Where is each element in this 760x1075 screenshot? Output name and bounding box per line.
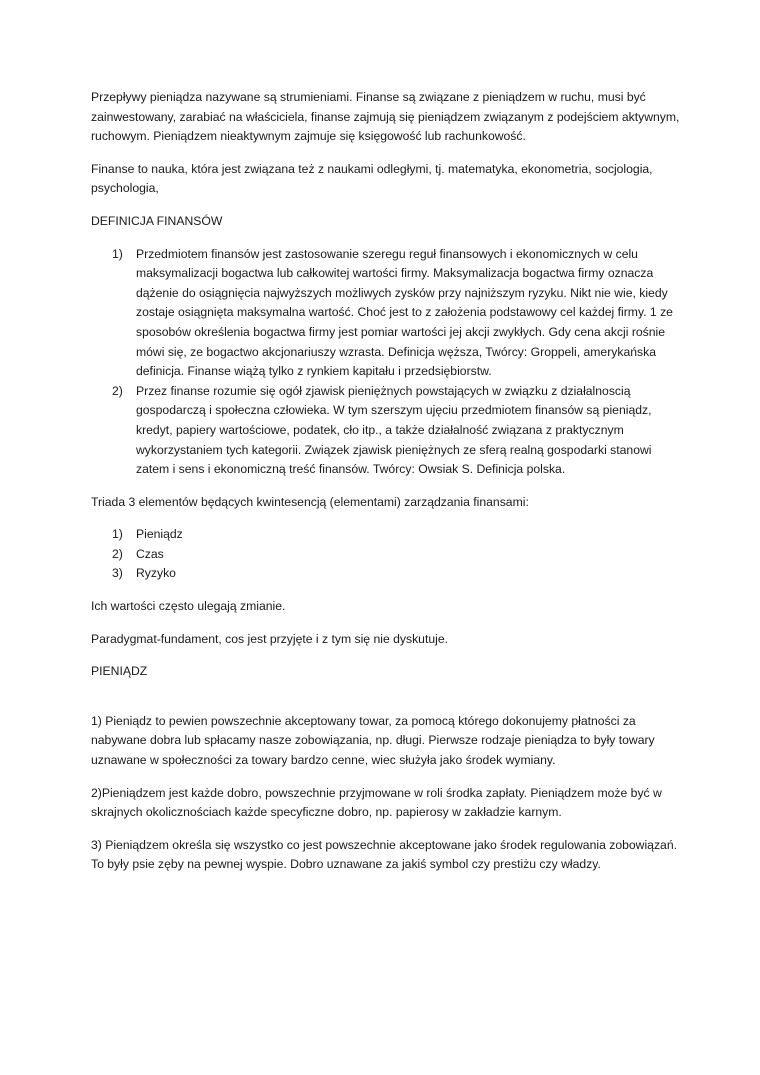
list-item-number: 2) (112, 383, 123, 398)
definitions-list (91, 245, 681, 480)
list-item (91, 564, 681, 584)
paragraph-money-def-3: 3) Pieniądzem określa się wszystko co jest powszechnie akceptowane jako środek regulowania zobowiązań. To były psie zęby na pewnej wyspie. Dobro uznawane za jakiś symbol czy prestiżu czy władzy. (91, 837, 677, 872)
triad-list (91, 525, 681, 584)
list-item-text: Ryzyko (136, 566, 176, 581)
list-item (91, 525, 681, 545)
paragraph-finance-science: Finanse to nauka, która jest związana też z naukami odległymi, tj. matematyka, ekonometria, socjologia, psychologia, (91, 161, 653, 196)
paragraph-paradigm: Paradygmat-fundament, cos jest przyjęte i z tym się nie dyskutuje. (91, 631, 448, 646)
list-item-text: Czas (136, 546, 164, 561)
list-item-number: 1) (112, 527, 123, 542)
list-item-text: Pieniądz (136, 527, 183, 542)
list-item-text: Przez finanse rozumie się ogół zjawisk pieniężnych powstających w związku z działalnoscią gospodarczą i społeczna człowieka. W tym szerszym ujęciu przedmiotem finansów są pieniądz, kredyt, papiery wartościowe, podatek, cło itp., a także działalność związana z praktycznym wykorzystaniem tych kategorii. Związek zjawisk pieniężnych ze sferą realną gospodarki stanowi zatem i sens i ekonomiczną treść finansów. Twórcy: Owsiak S. Definicja polska. (136, 383, 652, 477)
list-item-number: 2) (112, 546, 123, 561)
paragraph-triad-intro: Triada 3 elementów będących kwintesencją (elementami) zarządzania finansami: (91, 494, 529, 509)
document-body (91, 88, 681, 888)
paragraph-money-flows: Przepływy pieniądza nazywane są strumieniami. Finanse są związane z pieniądzem w ruchu, musi być zainwestowany, zarabiać na właściciela, finanse zajmują się pieniądzem związanym z podejściem aktywnym, ruchowym. Pieniądzem nieaktywnym zajmuje się księgowość lub rachunkowość. (91, 90, 680, 144)
list-item (91, 382, 681, 480)
heading-money: PIENIĄDZ (91, 664, 148, 679)
paragraph-money-def-1: 1) Pieniądz to pewien powszechnie akceptowany towar, za pomocą którego dokonujemy płatności za nabywane dobra lub spłacamy nasze zobowiązania, np. długi. Pierwsze rodzaje pieniądza to były towary uznawane w społeczności za towary bardzo cenne, wiec służyła jako środek wymiany. (91, 713, 655, 768)
paragraph-values-change: Ich wartości często ulegają zmianie. (91, 599, 286, 614)
heading-finance-definition: DEFINICJA FINANSÓW (91, 213, 223, 228)
list-item-text: Przedmiotem finansów jest zastosowanie szeregu reguł finansowych i ekonomicznych w celu maksymalizacji bogactwa lub całkowitej wartości firmy. Maksymalizacja bogactwa firmy oznacza dążenie do osiągnięcia najwyższych możliwych zysków przy najniższym ryzyku. Nikt nie wie, kiedy zostaje osiągnięta maksymalna wartość. Choć jest to z założenia podstawowy cel każdej firmy. 1 ze sposobów określenia bogactwa firmy jest pomiar wartości jej akcji zwykłych. Gdy cena akcji rośnie mówi się, ze bogactwo akcjonariuszy wzrasta. Definicja węższa, Twórcy: Groppeli, amerykańska definicja. Finanse wiążą tylko z rynkiem kapitału i przedsiębiorstw. (136, 246, 673, 379)
list-item-number: 3) (112, 566, 123, 581)
list-item (91, 245, 681, 382)
paragraph-money-def-2: 2)Pieniądzem jest każde dobro, powszechnie przyjmowane w roli środka zapłaty. Pieniądzem może być w skrajnych okolicznościach każde specyficzne dobro, np. papierosy w zakładzie karnym. (91, 785, 662, 820)
list-item (91, 545, 681, 565)
list-item-number: 1) (112, 246, 123, 261)
